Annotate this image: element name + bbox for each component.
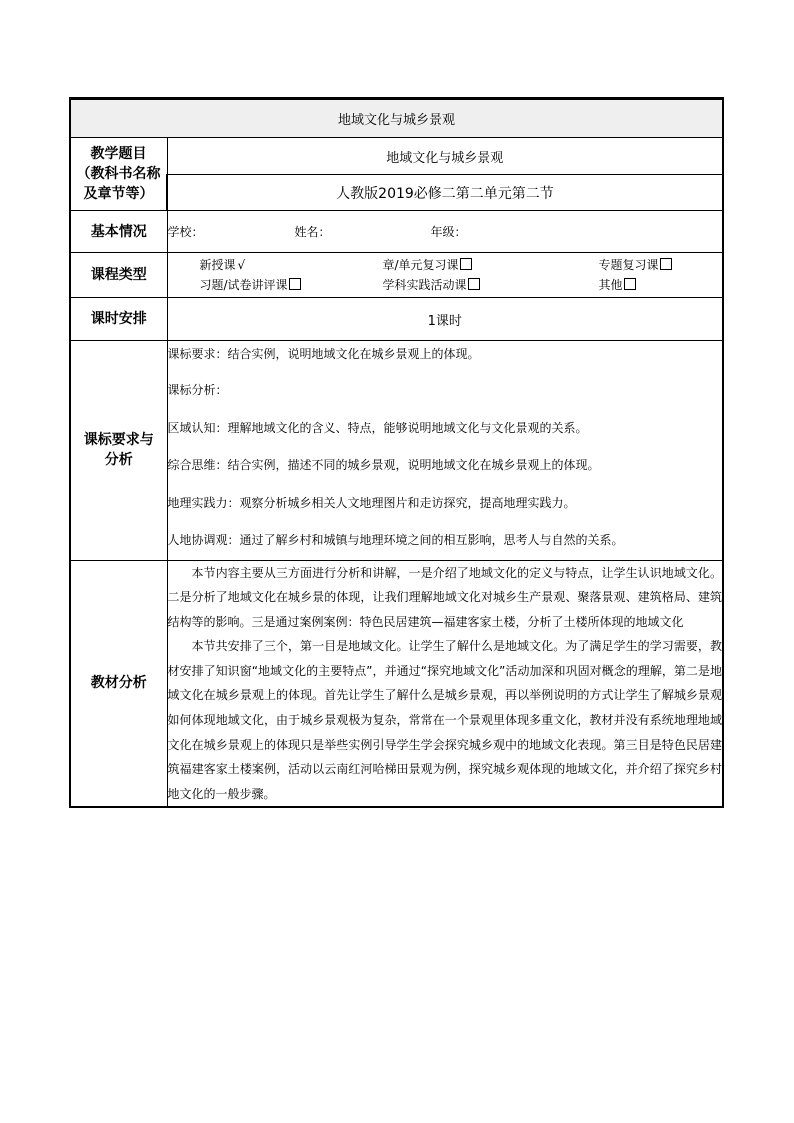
standard-label: 课标要求与 分析 (70, 341, 167, 561)
course-type-label: 课程类型 (70, 253, 167, 298)
checkbox-icon (468, 278, 480, 290)
basic-info-row (70, 211, 723, 253)
standard-requirement: 课标要求：结合实例，说明地域文化在城乡景观上的体现。 (167, 347, 480, 361)
checkbox-icon (460, 258, 472, 270)
student-name-field: 姓名： (294, 225, 331, 239)
option-other (599, 277, 636, 293)
option-practice-label: 学科实践活动课 (382, 278, 467, 292)
human-earth-coordination: 人地协调观：通过了解乡村和城镇与地理环境之间的相互影响，思考人与自然的关系。 (167, 533, 624, 547)
title-row (70, 99, 723, 138)
option-new-lesson (200, 257, 246, 273)
geo-practice: 地理实践力：观察分析城乡相关人文地理图片和走访探究，提高地理实践力。 (167, 495, 576, 510)
checkbox-icon (289, 278, 301, 290)
option-topic-review (599, 257, 672, 273)
basic-info-fields (167, 211, 723, 253)
option-topic-review-label: 专题复习课 (598, 258, 659, 272)
schedule-value: 1课时 (167, 298, 723, 341)
standard-row (70, 341, 723, 561)
textbook-edition: 人教版2019必修二第二单元第二节 (167, 175, 723, 211)
option-new-lesson-label: 新授课 (199, 258, 236, 272)
schedule-label: 课时安排 (70, 298, 167, 341)
school-field: 学校： (167, 225, 204, 239)
check-mark-icon: √ (237, 258, 246, 272)
textbook-analysis-content (167, 560, 723, 807)
option-other-label: 其他 (598, 278, 623, 292)
option-practice (383, 277, 480, 293)
checkbox-icon (660, 258, 672, 270)
course-type-row (70, 253, 723, 298)
topic-name: 地域文化与城乡景观 (167, 138, 723, 175)
textbook-analysis-label: 教材分析 (70, 560, 167, 807)
option-exercise-review (200, 277, 301, 293)
basic-info-label: 基本情况 (70, 211, 167, 253)
course-type-options (167, 253, 723, 298)
option-unit-review-label: 章/单元复习课 (382, 258, 459, 272)
textbook-row (70, 175, 723, 211)
checkbox-icon (624, 278, 636, 290)
textbook-paragraph: 本节共安排了三个，第一目是地域文化。让学生了解什么是地域文化。为了满足学生的学习需要，教材安排了知识窗“地域文化的主要特点”，并通过“探究地域文化”活动加深和巩固对概念的理解，第二是地域文化在城乡景观上的体现。首先让学生了解什么是城乡景观，再以举例说明的方式让学生了解城乡景观如何体现地域文化，由于城乡景观极为复杂，常常在一个景观里体现多重文化，教材并没有系统地理地域文化在城乡景观上的体现只是举些实例引导学生学会探究城乡观中的地域文化表现。第三目是特色民居建筑福建客家土楼案例，活动以云南红河哈梯田景观为例，探究城乡观体现的地域文化，并介绍了探究乡村地文化的一般步骤。 (167, 639, 722, 801)
standard-analysis-heading: 课标分析： (167, 383, 228, 397)
regional-cognition: 区域认知：理解地域文化的含义、特点，能够说明地域文化与文化景观的关系。 (167, 420, 588, 435)
topic-row (70, 138, 723, 175)
comprehensive-thinking: 综合思维：结合实例，描述不同的城乡景观，说明地域文化在城乡景观上的体现。 (167, 458, 600, 472)
grade-field: 年级： (430, 225, 467, 239)
textbook-paragraph: 本节内容主要从三方面进行分析和讲解，一是介绍了地域文化的定义与特点，让学生认识地域文化。二是分析了地域文化在城乡景的体现，让我们理解地域文化对城乡生产景观、聚落景观、建筑格局、建筑结构等的影响。三是通过案例案例：特色民居建筑—福建客家土楼，分析了土楼所体现的地域文化 (167, 565, 722, 629)
table-title: 地域文化与城乡景观 (70, 99, 723, 138)
textbook-analysis-row (70, 560, 723, 807)
standard-content (167, 341, 723, 561)
lesson-plan-table (69, 97, 724, 808)
option-exercise-review-label: 习题/试卷讲评课 (199, 278, 288, 292)
topic-label: 教学题目 （教科书名称 及章节等） (70, 138, 167, 211)
option-unit-review (383, 257, 472, 273)
schedule-row (70, 298, 723, 341)
